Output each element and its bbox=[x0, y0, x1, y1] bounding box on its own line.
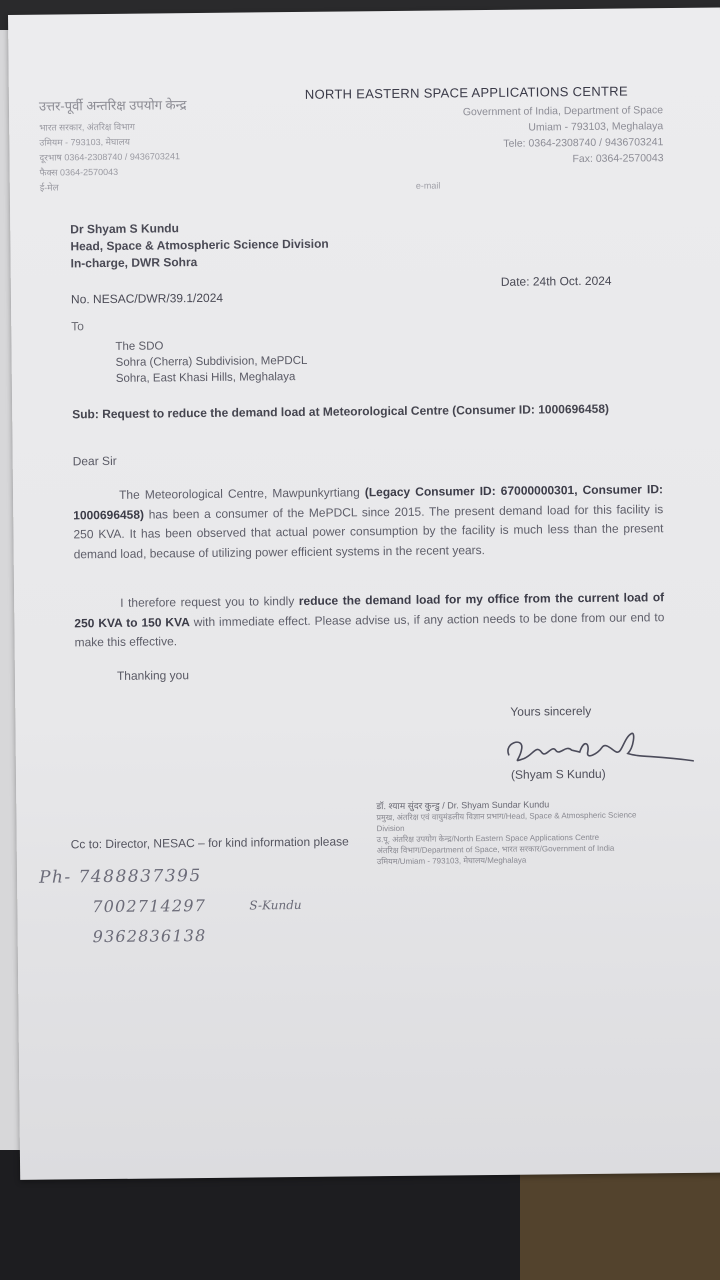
addressee-line: Sohra (Cherra) Subdivision, MePDCL bbox=[115, 354, 308, 369]
stamp-line: उमियम/Umiam - 793103, मेघालय/Meghalaya bbox=[376, 855, 527, 867]
body-paragraph-1 bbox=[73, 480, 664, 564]
para2-request: reduce the demand load for my office from the current load of 250 KVA to 150 KVA bbox=[74, 590, 665, 630]
addressee-line: The SDO bbox=[115, 340, 164, 353]
letterhead-hindi-address bbox=[39, 119, 180, 195]
signature-icon bbox=[493, 713, 694, 775]
letterhead-org-name: NORTH EASTERN SPACE APPLICATIONS CENTRE bbox=[304, 83, 628, 102]
sender-block bbox=[70, 219, 329, 273]
para2-text-c: with immediate effect. Please advise us, if any action needs to be done from our end to make this effective. bbox=[74, 609, 665, 650]
stamp-line: प्रमुख, अंतरिक्ष एवं वायुमंडलीय विज्ञान प्रभाग/Head, Space & Atmospheric Science Division bbox=[376, 810, 637, 834]
handwritten-phone-3: 9362836138 bbox=[92, 925, 207, 947]
official-stamp bbox=[376, 798, 667, 867]
letterhead-email-label: e-mail bbox=[415, 180, 441, 191]
hindi-line: भारत सरकार, अंतरिक्ष विभाग bbox=[39, 121, 135, 133]
thanking-line: Thanking you bbox=[116, 668, 190, 683]
para1-consumer-ids: (Legacy Consumer ID: 67000000301, Consumer ID: 1000696458) bbox=[73, 482, 664, 522]
reference-number: No. NESAC/DWR/39.1/2024 bbox=[70, 290, 224, 307]
addressee-block bbox=[115, 337, 307, 387]
stamp-line: उ.पू. अंतरिक्ष उपयोग केन्द्र/North Eastern Space Applications Centre bbox=[376, 832, 600, 845]
to-label: To bbox=[71, 319, 85, 334]
org-line: Tele: 0364-2308740 / 9436703241 bbox=[503, 136, 664, 150]
letterhead-address bbox=[463, 102, 664, 168]
letterhead-hindi-title: उत्तर-पूर्वी अन्तरिक्ष उपयोग केन्द्र bbox=[38, 97, 187, 114]
sender-name: Dr Shyam S Kundu bbox=[70, 221, 180, 237]
subject-line: Sub: Request to reduce the demand load at Meteorological Centre (Consumer ID: 1000696458) bbox=[72, 401, 610, 422]
hindi-line: ई-मेल bbox=[39, 182, 59, 193]
org-line: Government of India, Department of Space bbox=[462, 104, 664, 119]
handwritten-phone-1: Ph- 7488837395 bbox=[38, 866, 202, 888]
salutation: Dear Sir bbox=[72, 453, 117, 469]
letter-page bbox=[8, 8, 720, 1180]
para2-text-a: I therefore request you to kindly bbox=[120, 593, 299, 610]
handwritten-phone-2: 7002714297 bbox=[92, 895, 207, 917]
sender-charge: In-charge, DWR Sohra bbox=[70, 255, 198, 271]
body-paragraph-2 bbox=[74, 588, 665, 653]
signatory-name: (Shyam S Kundu) bbox=[510, 766, 606, 782]
org-line: Fax: 0364-2570043 bbox=[572, 152, 664, 166]
closing-line: Yours sincerely bbox=[510, 703, 592, 719]
desk-surface bbox=[520, 1160, 720, 1280]
hindi-line: दूरभाष 0364-2308740 / 9436703241 bbox=[39, 151, 180, 163]
handwritten-note: S-Kundu bbox=[249, 897, 302, 913]
sender-title: Head, Space & Atmospheric Science Division bbox=[70, 236, 329, 254]
letter-date: Date: 24th Oct. 2024 bbox=[500, 273, 612, 289]
stamp-line: डॉ. श्याम सुंदर कुन्डु / Dr. Shyam Sundar Kundu bbox=[376, 799, 550, 812]
para1-text-c: has been a consumer of the MePDCL since 2015. The present demand load for this facility is 250 KVA. It has been observed that actual power consumption by the facility is much less than the present demand load, because of utilizing power efficient systems in the recent years. bbox=[73, 501, 664, 561]
hindi-line: फैक्स 0364-2570043 bbox=[39, 166, 119, 178]
cc-line: Cc to: Director, NESAC – for kind information please bbox=[70, 834, 349, 852]
para1-text-a: The Meteorological Centre, Mawpunkyrtiang bbox=[118, 485, 365, 502]
addressee-line: Sohra, East Khasi Hills, Meghalaya bbox=[115, 371, 296, 385]
hindi-line: उमियम - 793103, मेघालय bbox=[39, 136, 131, 148]
org-line: Umiam - 793103, Meghalaya bbox=[528, 120, 664, 134]
stamp-line: अंतरिक्ष विभाग/Department of Space, भारत सरकार/Government of India bbox=[376, 843, 615, 856]
